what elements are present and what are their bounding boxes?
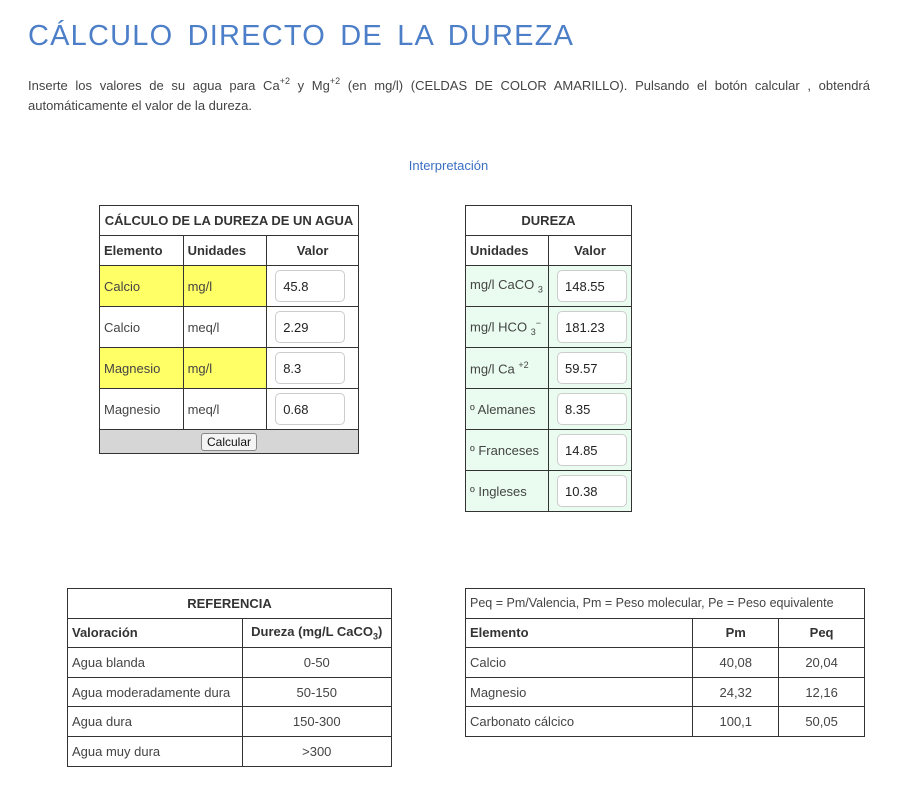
- hardness-unit: mg/l Ca $^{+2}$: [466, 348, 549, 389]
- intro-part-2: y Mg: [289, 78, 330, 93]
- hardness-ca-output[interactable]: [557, 352, 627, 384]
- calc-header-valor: Valor: [267, 236, 359, 266]
- table-row: [68, 677, 392, 707]
- reference-header-valoracion: Valoración: [68, 618, 243, 648]
- calc-row-element: Calcio: [100, 266, 184, 307]
- weights-peq: 50,05: [779, 707, 865, 737]
- magnesio-meq-input[interactable]: [275, 393, 345, 425]
- table-row: [466, 707, 865, 737]
- calc-row-calcio-meq: [100, 307, 359, 348]
- hardness-row: [466, 348, 632, 389]
- hardness-table-title: DUREZA: [466, 206, 632, 236]
- hardness-unit: º Alemanes: [466, 389, 549, 430]
- interpretacion-link[interactable]: Interpretación: [408, 158, 489, 173]
- reference-range: 150-300: [242, 707, 391, 737]
- calc-row-calcio-mg: [100, 266, 359, 307]
- page-title: CÁLCULO DIRECTO DE LA DUREZA: [28, 20, 575, 52]
- calcular-button[interactable]: Calcular: [201, 433, 257, 451]
- calc-row-unit: mg/l: [183, 266, 267, 307]
- reference-label: Agua muy dura: [68, 736, 243, 766]
- weights-peq: 12,16: [779, 677, 865, 707]
- hardness-franceses-output[interactable]: [557, 434, 627, 466]
- hardness-ingleses-output[interactable]: [557, 475, 627, 507]
- weights-pm: 40,08: [693, 648, 779, 678]
- calcio-mg-input[interactable]: [275, 270, 345, 302]
- hardness-table: [465, 205, 632, 512]
- weights-pm: 24,32: [693, 677, 779, 707]
- weights-header-pm: Pm: [693, 618, 779, 648]
- hardness-unit: mg/l CaCO $_3$: [466, 266, 549, 307]
- table-row: [466, 677, 865, 707]
- table-row: [466, 648, 865, 678]
- intro-sup-ca: +2: [279, 75, 290, 86]
- hardness-header-valor: Valor: [549, 236, 632, 266]
- weights-element: Magnesio: [466, 677, 693, 707]
- hardness-unit: º Ingleses: [466, 471, 549, 512]
- hardness-row: [466, 266, 632, 307]
- calcio-meq-input[interactable]: [275, 311, 345, 343]
- calc-row-element: Magnesio: [100, 389, 184, 430]
- table-row: [68, 707, 392, 737]
- hardness-row: [466, 471, 632, 512]
- hardness-row: [466, 430, 632, 471]
- intro-sup-mg: +2: [329, 75, 341, 86]
- reference-label: Agua moderadamente dura: [68, 677, 243, 707]
- intro-part-1: Inserte los valores de su agua para Ca: [28, 78, 280, 93]
- weights-element: Calcio: [466, 648, 693, 678]
- reference-table: [67, 588, 392, 767]
- intro-text: [28, 76, 870, 116]
- hardness-row: [466, 307, 632, 348]
- weights-element: Carbonato cálcico: [466, 707, 693, 737]
- calc-row-element: Magnesio: [100, 348, 184, 389]
- reference-range: 50-150: [242, 677, 391, 707]
- calc-table-title: CÁLCULO DE LA DUREZA DE UN AGUA: [100, 206, 359, 236]
- weights-peq: 20,04: [779, 648, 865, 678]
- calc-row-unit: meq/l: [183, 307, 267, 348]
- reference-table-title: REFERENCIA: [68, 589, 392, 619]
- hardness-unit: º Franceses: [466, 430, 549, 471]
- calc-header-elemento: Elemento: [100, 236, 184, 266]
- calc-table: [99, 205, 359, 454]
- calc-row-unit: meq/l: [183, 389, 267, 430]
- weights-header-elemento: Elemento: [466, 618, 693, 648]
- magnesio-mg-input[interactable]: [275, 352, 345, 384]
- hardness-header-unidades: Unidades: [466, 236, 549, 266]
- calc-row-magnesio-meq: [100, 389, 359, 430]
- hardness-hco3-output[interactable]: [557, 311, 627, 343]
- hardness-unit: mg/l HCO $_3$−: [466, 307, 549, 348]
- hardness-caco3-output[interactable]: [557, 270, 627, 302]
- reference-label: Agua dura: [68, 707, 243, 737]
- weights-header-peq: Peq: [779, 618, 865, 648]
- calc-row-element: Calcio: [100, 307, 184, 348]
- weights-pm: 100,1: [693, 707, 779, 737]
- weights-note: Peq = Pm/Valencia, Pm = Peso molecular, Pe = Peso equivalente: [466, 589, 865, 619]
- reference-header-dureza: Dureza (mg/L CaCO$_3$): [242, 618, 391, 648]
- intro-part-3: (en mg/l) (CELDAS DE COLOR AMARILLO). Pulsando el botón calcular , obtendrá automáticamente el valor de la dureza.: [28, 78, 870, 113]
- weights-table: [465, 588, 865, 737]
- hardness-row: [466, 389, 632, 430]
- reference-range: >300: [242, 736, 391, 766]
- table-row: [68, 648, 392, 678]
- calc-row-unit: mg/l: [183, 348, 267, 389]
- reference-range: 0-50: [242, 648, 391, 678]
- hardness-alemanes-output[interactable]: [557, 393, 627, 425]
- table-row: [68, 736, 392, 766]
- calc-header-unidades: Unidades: [183, 236, 267, 266]
- calc-row-magnesio-mg: [100, 348, 359, 389]
- reference-label: Agua blanda: [68, 648, 243, 678]
